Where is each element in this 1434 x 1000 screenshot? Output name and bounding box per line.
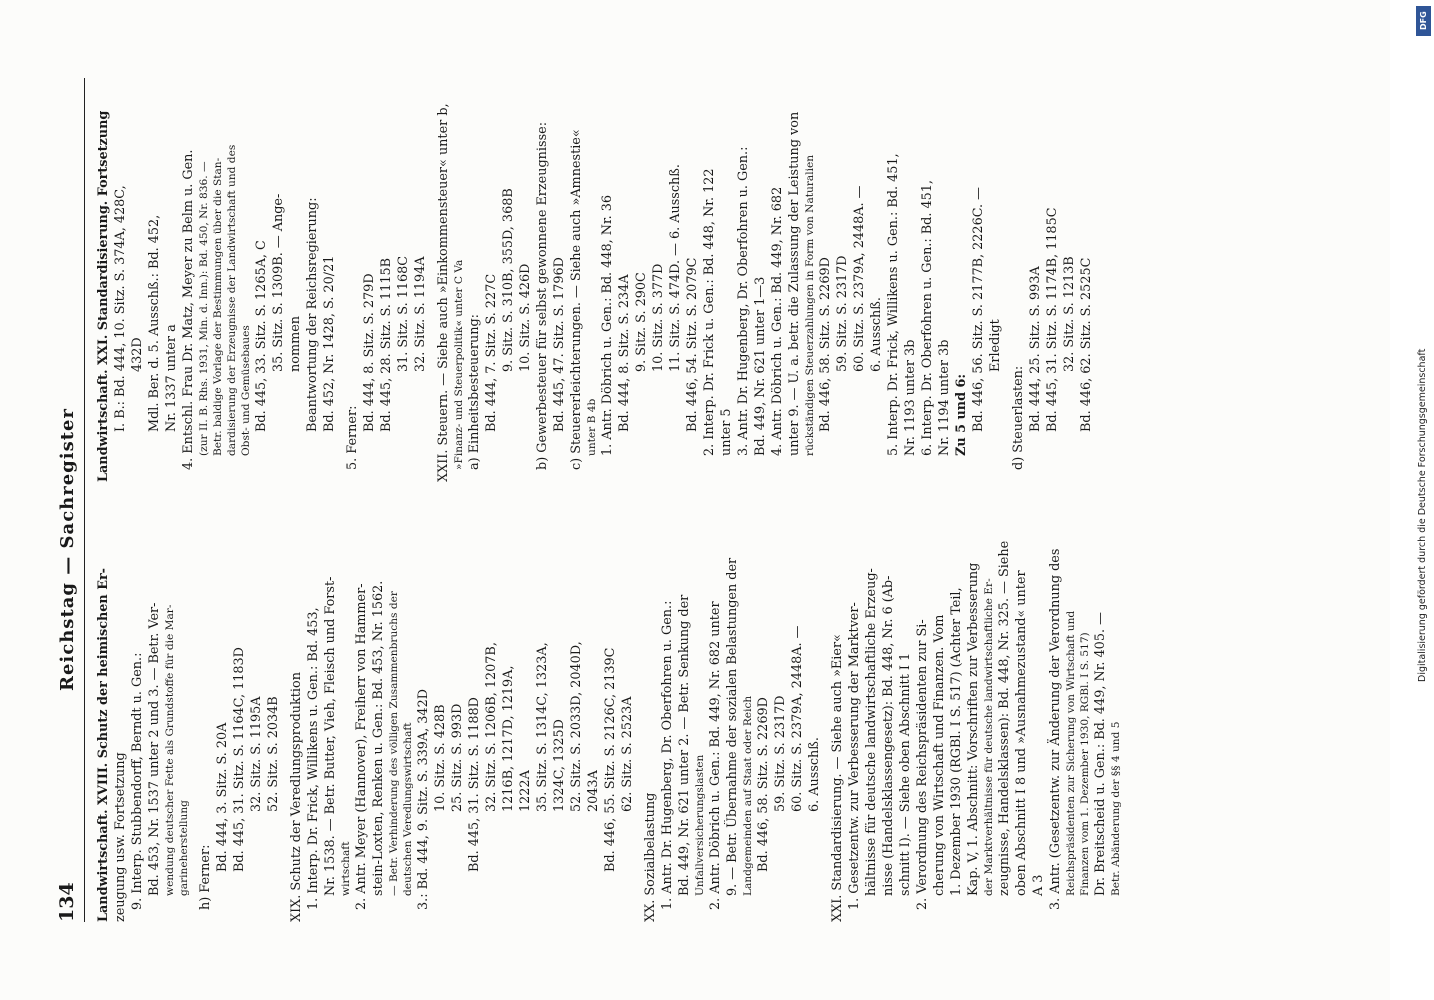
index-line: XX. Sozialbelastung	[643, 792, 658, 922]
index-line: 52. Sitz. S. 2033D, 2040D,	[569, 641, 584, 812]
index-line: I. B.: Bd. 444, 10. Sitz. S. 374A, 428C,	[113, 185, 128, 432]
index-line: unter B 4b	[586, 398, 598, 456]
index-line: Bd. 449, Nr. 621 unter 2. — Betr. Senkung der	[677, 594, 692, 896]
index-line: hältnisse für deutsche landwirtschaftliche Erzeug-	[864, 568, 879, 896]
index-line: XXI. Standardisierung. — Siehe auch »Eier«	[830, 634, 845, 922]
index-line: Unfallversicherungslasten	[694, 754, 706, 896]
index-columns	[95, 78, 1123, 922]
index-line: nisse (Handelsklassengesetz): Bd. 448, Nr. 6 (Ab-	[881, 575, 896, 896]
index-line: Finanzen vom 1. Dezember 1930, RGBl. I S. 517)	[1079, 632, 1091, 896]
index-line: 32. Sitz. S. 1194A	[413, 256, 428, 372]
index-line: Bd. 449, Nr. 621 unter 1—3	[753, 276, 768, 456]
index-line: Reichspräsidenten zur Sicherung von Wirtschaft und	[1065, 610, 1077, 896]
index-line: Bd. 453, Nr. 1537 unter 2 und 3. — Betr. Ver-	[147, 602, 162, 896]
index-line: 59. Sitz. S. 2317D	[835, 255, 850, 372]
index-line: zeugung usw. Fortsetzung	[113, 752, 128, 922]
index-line: Bd. 445, 31. Sitz. S. 1164C, 1183D	[232, 647, 247, 872]
index-line: Bd. 445, 31. Sitz. S. 1188D	[467, 697, 482, 872]
index-line: deutschen Veredlungswirtschaft	[402, 722, 414, 896]
index-line: 62. Sitz. S. 2523A	[620, 696, 635, 812]
index-line: Bd. 444, 8. Sitz. S. 234A	[617, 274, 632, 432]
index-line: Obst- und Gemüsebaues	[240, 325, 252, 456]
index-line: 60. Sitz. S. 2379A, 2448A. —	[790, 625, 805, 812]
index-line: 9. Sitz. S. 310B, 355D, 368B	[501, 188, 516, 372]
index-line: rückständigen Steuerzahlungen in Form von Naturalien	[804, 154, 816, 456]
index-line: der Marktverhältnisse für deutsche landwirtschaftliche Er-	[983, 578, 995, 896]
index-line: garineherstellung	[178, 800, 190, 896]
index-line: nommen	[288, 315, 303, 372]
index-line: Bd. 444, 25. Sitz. S. 993A	[1028, 266, 1043, 432]
index-line: 2. Interp. Dr. Frick u. Gen.: Bd. 448, Nr. 122	[702, 168, 717, 456]
index-line: Landwirtschaft. XVIII. Schutz der heimischen Er-	[96, 568, 111, 922]
index-line: Betr. Abänderung der §§ 4 und 5	[1110, 721, 1122, 896]
index-line: Nr. 1538. — Betr. Butter, Vieh, Fleisch und Forst-	[323, 576, 338, 896]
index-line: 35. Sitz. S. 1309B. — Ange-	[271, 193, 286, 372]
index-line: 59. Sitz. S. 2317D	[773, 695, 788, 812]
index-line: 4. Antr. Döbrich u. Gen.: Bd. 449, Nr. 682	[770, 186, 785, 456]
index-line: d) Steuerlasten:	[1011, 365, 1026, 470]
index-line: 5. Ferner:	[345, 405, 360, 470]
index-line: Bd. 444, 3. Sitz. S. 20A	[215, 722, 230, 872]
index-line: unter 5	[719, 408, 734, 456]
index-line: Bd. 446, 58. Sitz. S. 2269D	[818, 257, 833, 432]
index-line: zeugnisse, Handelsklassen): Bd. 448, Nr. 325. — Siehe	[997, 540, 1012, 896]
index-line: 1. Interp. Dr. Frick, Willikens u. Gen.: Bd. 453,	[306, 607, 321, 910]
index-column-right	[95, 78, 1123, 482]
index-line: — Betr. Verhinderung des völligen Zusammenbruchs der	[388, 591, 400, 896]
index-line: 2. Antr. Meyer (Hannover), Freiherr von Hammer-	[354, 583, 369, 910]
index-line: dardisierung der Erzeugnisse der Landwirtschaft und des	[226, 144, 238, 456]
index-line: 60. Sitz. S. 2379A, 2448A. —	[852, 185, 867, 372]
index-line: 2043A	[586, 770, 601, 812]
index-line: Zu 5 und 6:	[954, 373, 969, 456]
index-line: 1324C, 1325D	[552, 719, 567, 812]
index-line: 1216B, 1217D, 1219A,	[501, 665, 516, 812]
index-line: Bd. 445, 28. Sitz. S. 1115B	[379, 257, 394, 432]
index-line: cherung von Wirtschaft und Finanzen. Vom	[932, 614, 947, 896]
index-line: oben Abschnitt I 8 und »Ausnahmezustand« unter	[1014, 570, 1029, 896]
index-line: 10. Sitz. S. 428B	[433, 704, 448, 812]
index-line: 1. Gesetzentw. zur Verbesserung der Marktver-	[847, 602, 862, 910]
index-line: 6. Ausschß.	[869, 297, 884, 372]
index-line: Bd. 446, 55. Sitz. S. 2126C, 2139C	[603, 647, 618, 872]
index-line: (zur II. B. Rhs. 1931, Min. d. Inn.): Bd. 450, Nr. 836. —	[198, 161, 210, 456]
index-line: Nr. 1194 unter 3b	[937, 339, 952, 456]
index-column-left	[95, 518, 1123, 922]
index-line: Nr. 1193 unter 3b	[903, 339, 918, 456]
index-line: 32. Sitz. S. 1206B, 1207B,	[484, 642, 499, 812]
index-line: stein-Loxten, Renken u. Gen.: Bd. 453, Nr. 1562.	[371, 580, 386, 896]
index-line: 10. Sitz. S. 377D	[651, 263, 666, 372]
dfg-funding-note: Digitalisierung gefördert durch die Deutsche Forschungsgemeinschaft	[1417, 348, 1428, 682]
index-line: Bd. 452, Nr. 1428, S. 20/21	[322, 255, 337, 432]
page-number: 134	[56, 882, 78, 922]
index-line: XXII. Steuern. — Siehe auch »Einkommensteuer« unter b,	[436, 103, 451, 482]
index-line: 52. Sitz. S. 2034B	[266, 696, 281, 812]
index-line: schnitt I). — Siehe oben Abschnitt I 1	[898, 652, 913, 896]
index-line: A 3	[1031, 874, 1046, 896]
index-line: 9. Interp. Stubbendorff, Berndt u. Gen.:	[130, 652, 145, 910]
index-line: Kap. V, 1. Abschnitt: Vorschriften zur Verbesserung	[966, 562, 981, 896]
index-line: 2. Verordnung des Reichspräsidenten zur Si-	[915, 619, 930, 910]
index-line: XIX. Schutz der Veredlungsproduktion	[289, 672, 304, 922]
index-line: 11. Sitz. S. 474D. — 6. Ausschß.	[668, 164, 683, 372]
index-line: a) Einheitsbesteuerung:	[467, 314, 482, 470]
page-header	[56, 78, 85, 922]
index-line: 4. Entschl. Frau Dr. Matz, Meyer zu Belm u. Gen.	[181, 149, 196, 470]
index-line: 1222A	[518, 770, 533, 812]
index-line: 3.: Bd. 444, 9. Sitz. S. 339A, 342D	[416, 689, 431, 910]
index-line: 6. Interp. Dr. Oberfohren u. Gen.: Bd. 451,	[920, 180, 935, 456]
index-line: Betr. baldige Vorlage der Bestimmungen über die Stan-	[212, 157, 224, 456]
index-line: Bd. 446, 58. Sitz. S. 2269D	[756, 697, 771, 872]
index-line: Bd. 446, 62. Sitz. S. 2525C	[1079, 257, 1094, 432]
index-line: Nr. 1337 unter a	[164, 324, 179, 432]
index-line: 3. Antr. Dr. Hugenberg, Dr. Oberfohren u. Gen.:	[736, 146, 751, 456]
index-line: wirtschaft	[340, 841, 352, 896]
index-line: 35. Sitz. S. 1314C, 1323A,	[535, 642, 550, 812]
index-line: 1. Antr. Dr. Hugenberg, Dr. Oberfohren u. Gen.:	[660, 600, 675, 910]
index-line: 32. Sitz. S. 1195A	[249, 696, 264, 812]
page-title: Reichstag — Sachregister	[57, 408, 78, 691]
index-line: Landwirtschaft. XXI. Standardisierung. Fortsetzung	[96, 110, 111, 482]
index-line: »Finanz- und Steuerpolitik« unter C Va	[453, 259, 465, 470]
index-line: unter 9. — U. a. betr. die Zulassung der Leistung von	[787, 111, 802, 456]
index-line: Landgemeinden auf Staat oder Reich	[742, 695, 754, 896]
index-line: Bd. 445, 47. Sitz. S. 1796D	[552, 257, 567, 432]
index-line: 9. Sitz. S. 290C	[634, 272, 649, 372]
index-line: 6. Ausschß.	[807, 737, 822, 812]
index-line: wendung deutscher Fette als Grundstoffe für die Mar-	[164, 604, 176, 896]
index-line: 432D	[130, 337, 145, 372]
dfg-sidebar	[1413, 0, 1434, 1000]
index-line: Erledigt	[988, 319, 1003, 372]
index-line: c) Steuererleichterungen. — Siehe auch »Amnestie«	[569, 129, 584, 470]
index-line: Dr. Breitscheid u. Gen.: Bd. 449, Nr. 405. —	[1093, 612, 1108, 896]
index-line: Bd. 446, 56. Sitz. S. 2177B, 2226C. —	[971, 187, 986, 432]
index-line: Bd. 444, 8. Sitz. S. 279D	[362, 273, 377, 432]
index-line: Bd. 444, 7. Sitz. S. 227C	[484, 273, 499, 432]
index-line: 1. Dezember 1930 (RGBl. I S. 517) (Achter Teil,	[949, 587, 964, 896]
index-line: Mdl. Ber. d. 5. Ausschß.: Bd. 452,	[147, 214, 162, 432]
index-line: b) Gewerbesteuer für selbst gewonnene Erzeugnisse:	[535, 121, 550, 470]
index-line: Bd. 445, 31. Sitz. S. 1174B, 1185C	[1045, 207, 1060, 432]
index-line: Bd. 445, 33. Sitz. S. 1265A, C	[254, 240, 269, 432]
index-line: 10. Sitz. S. 426D	[518, 263, 533, 372]
index-line: 1. Antr. Döbrich u. Gen.: Bd. 448, Nr. 36	[600, 194, 615, 456]
index-line: h) Ferner:	[198, 844, 213, 910]
index-line: 2. Antr. Döbrich u. Gen.: Bd. 449, Nr. 682 unter	[708, 601, 723, 910]
index-line: 32. Sitz. S. 1213B	[1062, 256, 1077, 372]
index-line: 25. Sitz. S. 993D	[450, 703, 465, 812]
index-line: 5. Interp. Dr. Frick, Willikens u. Gen.: Bd. 451,	[886, 153, 901, 456]
index-line: 31. Sitz. S. 1168C	[396, 255, 411, 372]
dfg-logo-icon: DFG	[1416, 6, 1431, 36]
index-line: 3. Antr. (Gesetzentw. zur Änderung der Verordnung des	[1048, 548, 1063, 910]
index-line: 9. — Betr. Übernahme der sozialen Belastungen der	[725, 557, 740, 896]
index-line: Bd. 446, 54. Sitz. S. 2079C	[685, 257, 700, 432]
index-line: Beantwortung der Reichsregierung:	[305, 197, 320, 432]
